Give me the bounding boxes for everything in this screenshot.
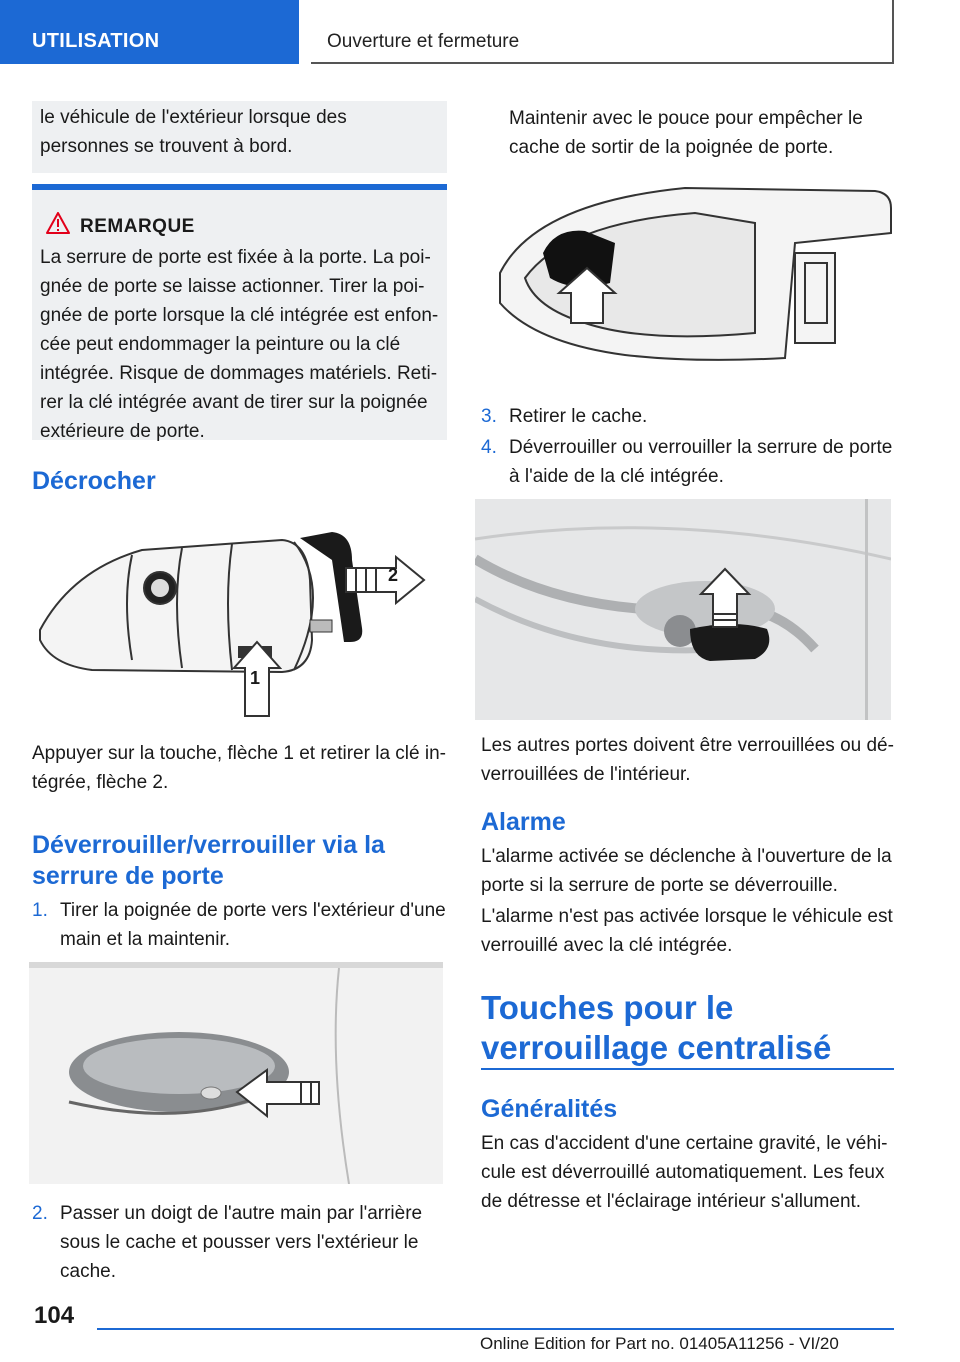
- deverrouiller-heading: Déverrouiller/verrouiller via la serrure de porte: [32, 831, 385, 890]
- chapter-title: Ouverture et fermeture: [327, 31, 520, 52]
- warning-icon: [46, 212, 70, 239]
- heading-underline: [481, 1068, 894, 1070]
- alarme-heading: Alarme: [481, 808, 566, 836]
- step-text: Passer un doigt de l'autre main par l'arrière sous le cache et pousser vers l'extérieur le cache.: [60, 1203, 423, 1282]
- alarme-text-2: L'alarme n'est pas activée lorsque le véhicule est verrouillé avec la clé intégrée.: [481, 906, 893, 956]
- remarque-title: REMARQUE: [80, 216, 195, 237]
- step-number: 2.: [32, 1203, 48, 1224]
- door-handle-photo: [29, 962, 443, 1184]
- continued-note-text: le véhicule de l'extérieur lorsque des personnes se trouvent à bord.: [40, 107, 347, 157]
- continued-note-box: [32, 101, 447, 173]
- arrow-1-label: 1: [250, 668, 261, 688]
- decrocher-heading: Décrocher: [32, 467, 156, 495]
- footer-rule: [97, 1328, 894, 1330]
- step-item-2: [32, 1199, 452, 1286]
- edition-text: Online Edition for Part no. 01405A11256 - VI/20: [480, 1334, 839, 1353]
- other-doors-text: Les autres portes doivent être verrouillées ou déverrouillées de l'intérieur.: [481, 735, 894, 785]
- key-illustration: [32, 520, 447, 720]
- alarme-text-1: L'alarme activée se déclenche à l'ouverture de la porte si la serrure de porte se déverrouille.: [481, 846, 892, 896]
- step-number: 3.: [481, 406, 497, 427]
- step-text: Tirer la poignée de porte vers l'extérieur d'une main et la maintenir.: [60, 900, 446, 950]
- door-lock-photo: [475, 499, 891, 720]
- section-label: UTILISATION: [32, 30, 160, 52]
- decrocher-text: Appuyer sur la touche, flèche 1 et retirer la clé intégrée, flèche 2.: [32, 743, 446, 793]
- arrow-2-label: 2: [388, 565, 399, 585]
- thumb-hold-text: Maintenir avec le pouce pour empêcher le cache de sortir de la poignée de porte.: [509, 108, 863, 158]
- remarque-text: La serrure de porte est fixée à la porte. La poignée de porte se laisse actionner. Tirer la poignée de porte lorsque la clé intégrée est enfoncée peut endommager la peinture ou la clé intégrée. Risque de dommages matériels. Retirer la clé intégrée avant de tirer sur la poignée extérieure de porte.: [40, 247, 439, 442]
- page-number: 104: [34, 1302, 75, 1329]
- step-text: Retirer le cache.: [509, 406, 648, 427]
- generalites-text: En cas d'accident d'une certaine gravité, le véhicule est déverrouillé automatiquement. Les feux de détresse et l'éclairage intérieur s'allument.: [481, 1133, 888, 1212]
- generalites-heading: Généralités: [481, 1095, 618, 1123]
- arrow-2-icon: [344, 555, 426, 605]
- step-item-1: [32, 896, 452, 954]
- section-tab: [0, 0, 299, 64]
- step-item-3: [481, 402, 901, 431]
- step-item-4: [481, 433, 901, 491]
- step-number: 1.: [32, 900, 48, 921]
- touches-heading: Touches pour le verrouillage centralisé: [481, 989, 832, 1066]
- step-text: Déverrouiller ou verrouiller la serrure de porte à l'aide de la clé intégrée.: [509, 437, 893, 487]
- chapter-title-box: [311, 0, 894, 64]
- cap-removal-illustration: [495, 183, 894, 373]
- step-number: 4.: [481, 437, 497, 458]
- remarque-box: [32, 184, 447, 440]
